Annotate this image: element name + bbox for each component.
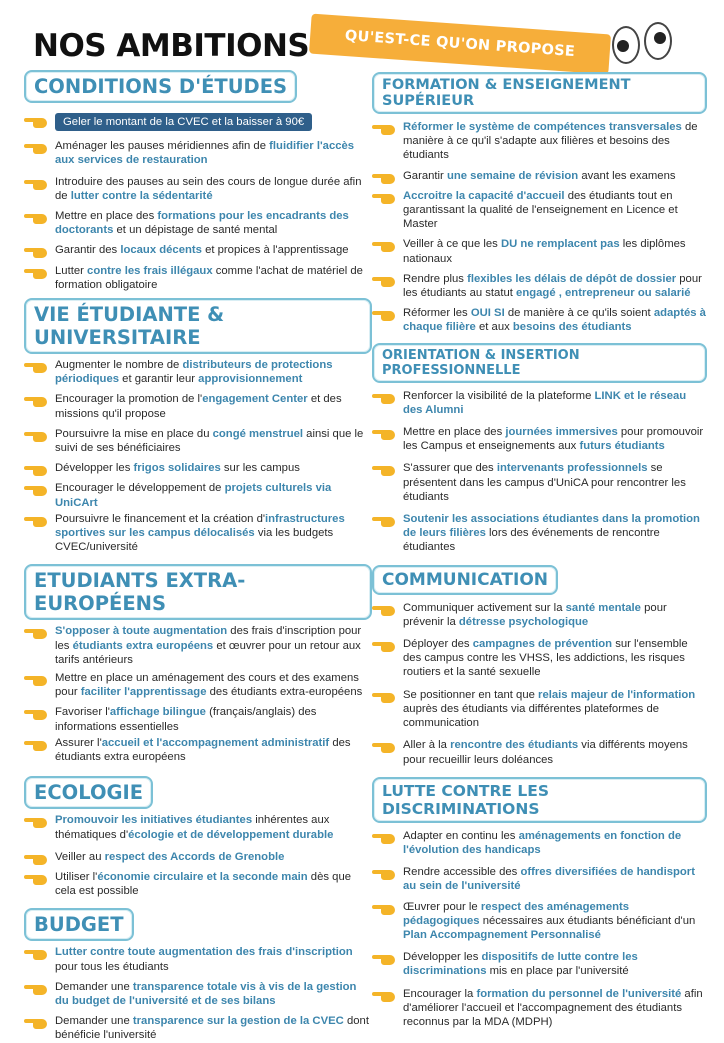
pointing-hand-icon [372,603,396,617]
highlight-text: dispositifs de lutte contre les discriminations [403,951,638,978]
highlight-text: transparence sur la gestion de la CVEC [132,1015,344,1028]
highlight-text: DU ne remplacent pas [500,238,620,251]
item-text: via différents moyens pour recueillir leurs doléances [403,739,688,766]
pointing-hand-icon [372,514,396,528]
section-budget [24,908,372,1042]
highlight-text: campagnes de prévention [472,638,613,651]
pointing-hand-icon [372,952,396,966]
pointing-hand-icon [372,831,396,845]
item-text: et œuvrer pour un retour aux tarifs antérieurs [55,639,361,666]
highlight-text: contre les frais illégaux [87,264,213,277]
item-text: Lutter [55,264,88,277]
item-text: auprès des étudiants via différentes plateformes de communication [403,702,660,730]
item-text: les diplômes nationaux [403,238,686,265]
list-item [372,425,707,453]
section-title: VIE ÉTUDIANTE & UNIVERSITAIRE [24,298,372,354]
section-conditions [24,70,372,292]
item-text: Poursuivre la mise en place du [55,427,213,440]
section-title: CONDITIONS D'ÉTUDES [24,70,297,103]
item-text: de manière à ce qu'ils soient [504,307,654,320]
item-text: Se positionner en tant que [403,688,539,701]
item-text: de manière à ce qu'il s'adapte aux filières et besoins des étudiants [403,121,698,162]
list-item [372,829,707,857]
pointing-hand-icon [24,394,48,408]
list-item [24,870,372,898]
highlight-text: respect des Accords de Grenoble [104,850,285,863]
pointing-hand-icon [24,673,48,687]
list-item [372,738,707,766]
highlight-text: rencontre des étudiants [450,739,579,752]
pointing-hand-icon [372,427,396,441]
item-text: Aménager les pauses méridiennes afin de [55,140,270,153]
left-column [24,66,372,1043]
item-text: sur les campus [220,462,300,475]
highlight-text: accueil et l'accompagnement administratif [101,736,330,749]
section-orientation [372,343,707,555]
highlight-text: besoins des étudiants [512,321,632,334]
list-item [24,358,372,386]
highlight-text: engagement Center [202,393,308,406]
item-text: Mettre en place des [403,426,506,439]
section-extra [24,564,372,764]
item-text: des étudiants extra européens [55,736,351,764]
item-text: des étudiants tout en garantissant la qualité de l'enseignement en Licence et Master [403,189,678,231]
highlight-text: congé menstruel [212,427,304,440]
list-item [372,688,707,731]
page-title: NOS AMBITIONS [33,28,310,64]
item-text: comme l'achat de matériel de formation obligatoire [55,264,363,291]
item-text: Veiller à ce que les [403,238,501,251]
highlight-badge: Geler le montant de la CVEC et la baisser à 90€ [55,113,312,131]
item-text: Encourager le développement de [55,482,225,495]
highlight-text: engagé , entrepreneur ou salarié [516,287,691,300]
list-item [24,980,372,1008]
item-text: Encourager la [403,987,477,1000]
item-text: des frais d'inscription pour les [55,625,362,652]
section-formation [372,72,707,335]
highlight-text: étudiants extra européens [72,639,214,652]
list-item [24,624,372,667]
item-text: Adapter en continu les [403,829,519,842]
item-text: et des missions qu'il propose [55,393,342,420]
item-text: Rendre plus [403,272,468,285]
highlight-text: approvisionnement [198,373,303,386]
highlight-text: une semaine de révision [446,169,579,182]
highlight-text: frigos solidaires [133,462,221,475]
item-text: Introduire des pauses au sein des cours de longue durée afin de [55,175,362,202]
item-text: Déployer des [403,638,473,651]
item-text: nécessaires aux étudiants bénéficiant d'un [479,914,696,927]
section-title: ORIENTATION & INSERTION PROFESSIONNELLE [372,343,707,383]
item-text: inhérentes aux thématiques d' [55,814,330,841]
item-text: Réformer les [403,307,471,320]
highlight-text: offres diversifiées de handisport au sein de l'université [403,866,695,893]
section-discriminations [372,777,707,1029]
highlight-text: lutter contre la sédentarité [70,189,213,202]
pointing-hand-icon [24,982,48,996]
item-text: Mettre en place des [55,210,158,223]
list-item [24,427,372,455]
item-text: dont bénéficie l'université [55,1015,369,1042]
section-ecologie [24,776,372,898]
item-text: Aller à la [403,739,451,752]
item-text: S'assurer que des [403,462,497,475]
item-text: Développer les [55,462,134,475]
pointing-hand-icon [24,429,48,443]
list-item [372,389,707,417]
highlight-text: détresse psychologique [458,615,589,628]
item-text: dès que cela est possible [55,870,352,898]
highlight-text: S'opposer à toute augmentation [55,625,228,638]
item-text: se présentent dans les campus d'UniCA pour rencontrer les étudiants [403,462,686,503]
section-title: ECOLOGIE [24,776,153,809]
pointing-hand-icon [372,463,396,477]
pointing-hand-icon [372,274,396,288]
highlight-text: Lutter contre toute augmentation des frais d'inscription [55,946,353,959]
pointing-hand-icon [24,852,48,866]
pointing-hand-icon [24,211,48,225]
item-text: sur l'ensemble des campus contre les VHSS, les addictions, les risques routiers et la santé sexuelle [403,638,688,679]
list-item [24,209,372,237]
highlight-text: Accroitre la capacité d'accueil [403,189,565,202]
list-item [24,139,372,167]
highlight-text: Soutenir les associations étudiantes dans la promotion de leurs filières [403,513,700,540]
highlight-text: locaux décents [120,244,202,257]
item-text: et propices à l'apprentissage [201,244,349,257]
highlight-text: formations pour les encadrants des doctorants [55,210,349,237]
section-communication [372,565,707,767]
list-item [24,736,372,764]
list-item [24,671,372,699]
highlight-text: relais majeur de l'information [538,688,696,701]
highlight-text: futurs étudiants [579,440,665,453]
list-item [24,945,372,973]
list-item [372,306,707,334]
right-column [372,66,707,1029]
list-item [372,512,707,555]
item-text: Garantir des [55,244,121,257]
section-title: BUDGET [24,908,134,941]
item-text: et un dépistage de santé mental [113,224,278,237]
item-text: et aux [475,321,513,334]
highlight-text: santé mentale [565,601,641,614]
item-text: Encourager la promotion de l' [55,393,203,406]
highlight-text: flexibles les délais de dépôt de dossier [467,272,677,285]
highlight-text: aménagements en fonction de l'évolution des handicaps [403,829,682,856]
highlight-text: faciliter l'apprentissage [80,686,207,699]
item-text: Mettre en place un aménagement des cours et des examens pour [55,672,359,699]
tagline-banner: QU'EST-CE QU'ON PROPOSE [309,14,611,75]
pointing-hand-icon [24,738,48,752]
highlight-text: journées immersives [505,426,618,439]
pointing-hand-icon [24,1016,48,1030]
pointing-hand-icon [372,122,396,136]
pointing-hand-icon [24,947,48,961]
item-text: pour les étudiants au statut [403,272,702,300]
item-text: et garantir leur [119,373,199,386]
highlight-text: Réformer le système de compétences transversales [403,121,682,133]
item-text: Rendre accessible des [403,866,521,879]
item-text: Favoriser l' [55,706,110,719]
pointing-hand-icon [24,872,48,886]
list-item [372,637,707,680]
pointing-hand-icon [372,902,396,916]
list-item [24,392,372,420]
list-item [372,900,707,943]
highlight-text: distributeurs de protections périodiques [55,359,333,386]
list-item [24,243,372,257]
pointing-hand-icon [24,266,48,280]
item-text: avant les examens [578,169,676,182]
list-item [24,850,372,864]
list-item [24,175,372,203]
list-item [372,189,707,232]
section-title: FORMATION & ENSEIGNEMENT SUPÉRIEUR [372,72,707,114]
list-item [372,601,707,629]
list-item [24,813,372,841]
list-item [24,481,372,509]
item-text: (français/anglais) des informations essentielles [55,706,317,733]
highlight-text: écologie et de développement durable [128,828,334,841]
item-text: Renforcer la visibilité de la plateforme [403,389,595,402]
list-item [372,272,707,300]
eyes-icon [610,20,680,70]
highlight-text: OUI SI [470,307,505,320]
pointing-hand-icon [24,483,48,497]
item-text: afin d'améliorer l'accueil et l'accompagnement des étudiants reconnus par la MDA (MDPH) [403,987,703,1028]
pointing-hand-icon [372,690,396,704]
pointing-hand-icon [24,626,48,640]
highlight-text: affichage bilingue [109,706,206,719]
list-item [24,512,372,555]
item-text: Œuvrer pour le [403,900,481,913]
highlight-text: adaptés à chaque filière [403,307,706,334]
highlight-text: respect des aménagements pédagogiques [403,900,630,927]
highlight-text: fluidifier l'accès aux services de restauration [55,140,355,167]
pointing-hand-icon [372,171,396,185]
highlight-text: LINK et le réseau des Alumni [403,389,687,416]
item-text: Développer les [403,951,482,964]
section-title: COMMUNICATION [372,565,558,595]
item-text: Communiquer activement sur la [403,601,566,614]
pointing-hand-icon [24,115,48,129]
pointing-hand-icon [372,639,396,653]
highlight-text: formation du personnel de l'université [476,987,682,1000]
list-item [372,461,707,504]
item-text: Assurer l' [55,736,102,749]
pointing-hand-icon [372,191,396,205]
pointing-hand-icon [24,707,48,721]
item-text: Garantir [403,169,447,182]
list-item [24,113,372,131]
pointing-hand-icon [24,463,48,477]
item-text: Poursuivre le financement et la création d' [55,512,266,525]
item-text: lors des événements de rencontre étudiantes [403,527,660,554]
highlight-text: intervenants professionnels [496,462,648,475]
list-item [372,950,707,978]
pointing-hand-icon [24,360,48,374]
pointing-hand-icon [24,815,48,829]
pointing-hand-icon [24,245,48,259]
pointing-hand-icon [24,177,48,191]
item-text: pour prévenir la [403,601,667,628]
section-title: ETUDIANTS EXTRA-EUROPÉENS [24,564,372,620]
pointing-hand-icon [372,740,396,754]
list-item [24,1014,372,1042]
pointing-hand-icon [372,391,396,405]
list-item [24,264,372,292]
highlight-text: Promouvoir les initiatives étudiantes [55,814,253,827]
item-text: des étudiants extra-européens [206,686,363,699]
section-title: LUTTE CONTRE LES DISCRIMINATIONS [372,777,707,823]
item-text: pour tous les étudiants [55,960,169,973]
list-item [24,705,372,733]
list-item [372,169,707,183]
pointing-hand-icon [24,514,48,528]
item-text: Augmenter le nombre de [55,359,183,372]
list-item [372,987,707,1030]
pointing-hand-icon [372,239,396,253]
list-item [24,461,372,475]
item-text: mis en place par l'université [486,965,629,978]
section-vie [24,298,372,554]
pointing-hand-icon [372,308,396,322]
item-text: Utiliser l' [55,870,98,883]
highlight-text: infrastructures sportives sur les campus délocalisés [55,512,345,540]
item-text: via les budgets CVEC/université [55,527,334,554]
highlight-text: transparence totale vis à vis de la gestion du budget de l'université et de ses bilans [55,980,357,1007]
item-text: Demander une [55,980,133,993]
highlight-text: Plan Accompagnement Personnalisé [403,928,601,941]
pointing-hand-icon [372,989,396,1003]
list-item [372,120,707,163]
item-text: pour promouvoir les Campus et enseignements aux [403,426,704,453]
pointing-hand-icon [372,867,396,881]
highlight-text: projets culturels via UniCArt [55,482,332,509]
item-text: Veiller au [55,850,105,863]
pointing-hand-icon [24,141,48,155]
list-item [372,237,707,265]
list-item [372,865,707,893]
item-text: Demander une [55,1015,133,1028]
item-text: ainsi que le suivi de ses bénéficiaires [55,427,364,455]
highlight-text: économie circulaire et la seconde main [97,870,308,883]
